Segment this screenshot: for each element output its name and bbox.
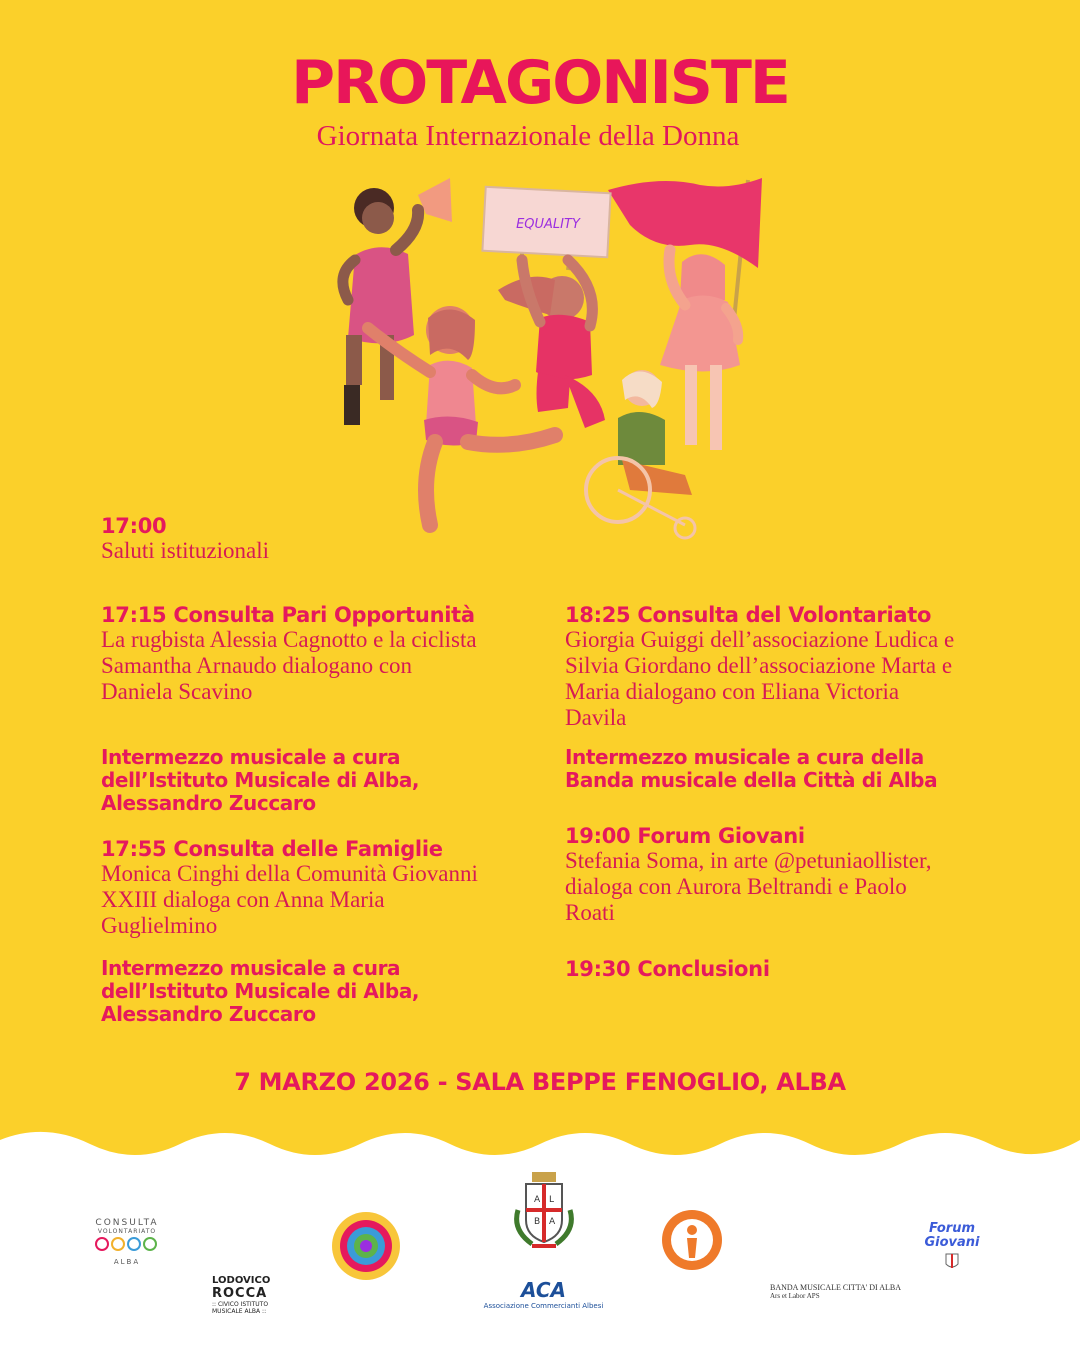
logo-text: VOLONTARIATO [97, 1228, 157, 1235]
intermezzo-line: Intermezzo musicale a cura della [565, 745, 924, 769]
aca-logo [476, 1278, 611, 1310]
intermezzo-line: Intermezzo musicale a cura [101, 956, 401, 980]
intermezzo-line: Alessandro Zuccaro [101, 791, 316, 815]
item-line: Guglielmino [101, 913, 218, 938]
intermezzo-2 [101, 957, 551, 1026]
item-1755 [101, 837, 551, 939]
intermezzo-line: Intermezzo musicale a cura [101, 745, 401, 769]
stemma-letter: A [534, 1195, 541, 1205]
logo-text: Associazione Commercianti Albesi [483, 1302, 604, 1310]
logo-text: LODOVICO [212, 1275, 271, 1286]
stemma-letter: B [534, 1217, 541, 1227]
stemma-letter: A [549, 1217, 556, 1227]
small-coat-icon [912, 1250, 992, 1272]
item-1700 [101, 514, 541, 564]
intermezzo-line: Banda musicale della Città di Alba [565, 768, 938, 792]
item-line: Davila [565, 705, 627, 730]
logo-text: CONSULTA [95, 1218, 159, 1228]
forum-giovani-logo [912, 1222, 992, 1277]
item-1825 [565, 603, 1035, 731]
item-line: Daniela Scavino [101, 679, 253, 704]
stemma-letter: L [549, 1195, 555, 1205]
consulta-volontariato-logo [82, 1218, 172, 1278]
pari-opportunita-logo [660, 1208, 724, 1272]
logo-text: :: CIVICO ISTITUTO [212, 1301, 269, 1308]
poster-subtitle: Giornata Internazionale della Donna [316, 120, 740, 152]
item-line: Samantha Arnaudo dialogano con [101, 653, 413, 678]
logo-text: Ars et Labor APS [770, 1292, 820, 1300]
intermezzo-1 [101, 746, 551, 815]
rings-icon [82, 1235, 172, 1253]
item-line: La rugbista Alessia Cagnotto e la ciclista [101, 627, 477, 652]
item-line: Roati [565, 900, 615, 925]
intermezzo-line: dell’Istituto Musicale di Alba, [101, 979, 420, 1003]
item-line: Silvia Giordano dell’associazione Marta e [565, 653, 953, 678]
item-line: Giorgia Guiggi dell’associazione Ludica e [565, 627, 955, 652]
item-time: 19:30 Conclusioni [565, 957, 770, 981]
alba-coat-of-arms-icon [512, 1170, 576, 1254]
item-line: Maria dialogano con Eliana Victoria [565, 679, 900, 704]
item-line: dialoga con Aurora Beltrandi e Paolo [565, 874, 907, 899]
item-1930 [565, 957, 1035, 981]
logo-text: ALBA [113, 1258, 141, 1266]
item-text: Saluti istituzionali [101, 538, 270, 563]
intermezzo-line: Alessandro Zuccaro [101, 1002, 316, 1026]
item-1900 [565, 824, 1035, 926]
banda-musicale-logo [770, 1283, 920, 1300]
item-time: 17:55 Consulta delle Famiglie [101, 837, 443, 861]
pari-famiglie-logo [330, 1210, 402, 1282]
rocca-logo [212, 1275, 292, 1315]
logo-text: MUSICALE ALBA :: [212, 1308, 267, 1315]
logo-text: ACA [520, 1278, 567, 1302]
item-time: 17:00 [101, 514, 167, 538]
item-1715 [101, 603, 551, 705]
intermezzo-3 [565, 746, 1035, 792]
women-illustration [300, 150, 780, 550]
item-line: Monica Cinghi della Comunità Giovanni [101, 861, 478, 886]
item-time: 17:15 Consulta Pari Opportunità [101, 603, 475, 627]
item-line: Stefania Soma, in arte @petuniaollister, [565, 848, 932, 873]
sign-text: EQUALITY [516, 217, 580, 232]
logo-text: ROCCA [212, 1286, 268, 1301]
poster-title: PROTAGONISTE [291, 48, 789, 118]
item-time: 19:00 Forum Giovani [565, 824, 805, 848]
item-line: XXIII dialoga con Anna Maria [101, 887, 385, 912]
item-time: 18:25 Consulta del Volontariato [565, 603, 932, 627]
event-date-location: 7 MARZO 2026 - SALA BEPPE FENOGLIO, ALBA [234, 1068, 846, 1096]
intermezzo-line: dell’Istituto Musicale di Alba, [101, 768, 420, 792]
logo-text: Forum Giovani [924, 1221, 980, 1250]
logo-text: BANDA MUSICALE CITTA' DI ALBA [770, 1283, 902, 1292]
